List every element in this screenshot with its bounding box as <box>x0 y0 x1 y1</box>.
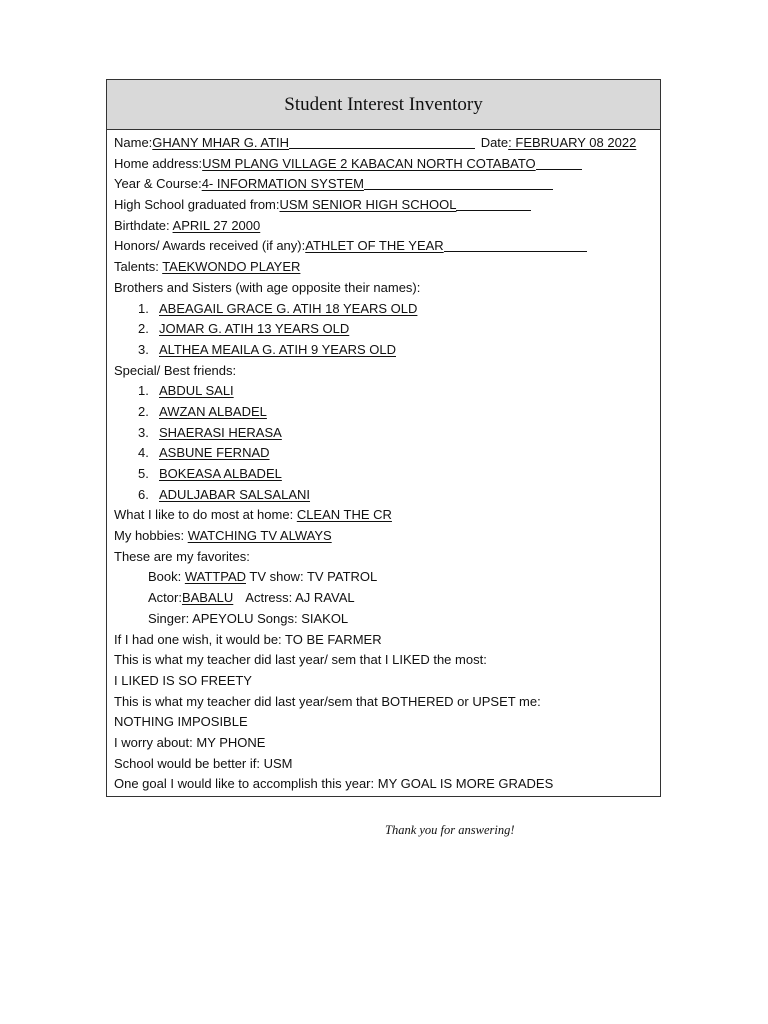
book-value: WATTPAD <box>184 569 246 585</box>
friend-name: AWZAN ALBADEL <box>159 403 267 419</box>
liked-answer: I LIKED IS SO FREETY <box>114 672 252 688</box>
favorites-label: These are my favorites: <box>114 548 250 564</box>
friend-name: ABDUL SALI <box>159 383 234 399</box>
hobbies-row <box>114 526 654 547</box>
friend-name: ASBUNE FERNAD <box>159 445 270 461</box>
form-body <box>107 130 660 795</box>
honors-value: ATHLET OF THE YEAR <box>305 238 444 254</box>
name-value: GHANY MHAR G. ATIH <box>152 135 290 150</box>
list-number: 1. <box>138 300 149 316</box>
list-number: 6. <box>138 486 149 502</box>
bothered-answer: NOTHING IMPOSIBLE <box>114 714 248 730</box>
high-school-row <box>114 195 654 216</box>
hobbies-label: My hobbies: <box>114 528 188 544</box>
friends-label: Special/ Best friends: <box>114 362 237 378</box>
list-item <box>114 423 654 444</box>
address-value: USM PLANG VILLAGE 2 KABACAN NORTH COTABATO <box>202 155 536 171</box>
home-activity-value: CLEAN THE CR <box>296 507 392 523</box>
talents-row <box>114 257 654 278</box>
form-header <box>107 80 660 130</box>
list-item <box>114 443 654 464</box>
honors-row <box>114 236 654 257</box>
wish-row: If I had one wish, it would be: TO BE FARMER <box>114 631 382 647</box>
sibling-name: ALTHEA MEAILA G. ATIH 9 YEARS OLD <box>159 341 396 357</box>
favorites-singer-row: Singer: APEYOLU Songs: SIAKOL <box>148 610 349 626</box>
friend-name: ADULJABAR SALSALANI <box>159 486 311 502</box>
favorites-actor-row <box>114 588 654 609</box>
high-school-value: USM SENIOR HIGH SCHOOL <box>279 197 457 213</box>
date-value: : FEBRUARY 08 2022 <box>508 135 637 150</box>
year-course-value: 4- INFORMATION SYSTEM <box>201 176 364 192</box>
hobbies-value: WATCHING TV ALWAYS <box>187 528 332 544</box>
actor-value: BABALU <box>181 590 234 606</box>
favorites-book-row <box>114 567 654 588</box>
actress: Actress: AJ RAVAL <box>245 590 355 606</box>
year-course-blank <box>364 176 553 190</box>
home-activity-row <box>114 505 654 526</box>
worry-row: I worry about: MY PHONE <box>114 734 266 750</box>
name-label: Name: <box>114 135 153 150</box>
year-course-label: Year & Course: <box>114 176 202 192</box>
address-blank <box>536 156 582 170</box>
goal-row: One goal I would like to accomplish this year: MY GOAL IS MORE GRADES <box>114 776 554 792</box>
address-row <box>114 154 654 175</box>
sibling-name: ABEAGAIL GRACE G. ATIH 18 YEARS OLD <box>159 300 418 316</box>
list-number: 2. <box>138 403 149 419</box>
talents-value: TAEKWONDO PLAYER <box>162 259 301 275</box>
actor-label: Actor: <box>148 590 182 606</box>
list-item <box>114 485 654 506</box>
book-label: Book: <box>148 569 185 585</box>
list-item <box>114 299 654 320</box>
friend-name: SHAERASI HERASA <box>159 424 282 440</box>
high-school-label: High School graduated from: <box>114 197 280 213</box>
birthdate-label: Birthdate: <box>114 217 173 233</box>
thank-you-note: Thank you for answering! <box>385 823 515 837</box>
address-label: Home address: <box>114 155 203 171</box>
high-school-blank <box>456 197 531 211</box>
list-number: 1. <box>138 383 149 399</box>
list-number: 3. <box>138 424 149 440</box>
birthdate-value: APRIL 27 2000 <box>172 217 261 233</box>
date-label: Date <box>480 135 509 150</box>
form-title: Student Interest Inventory <box>284 93 483 115</box>
list-item <box>114 381 654 402</box>
honors-blank <box>444 238 587 252</box>
honors-label: Honors/ Awards received (if any): <box>114 238 306 254</box>
list-item <box>114 319 654 340</box>
liked-question: This is what my teacher did last year/ sem that I LIKED the most: <box>114 652 487 668</box>
siblings-label: Brothers and Sisters (with age opposite their names): <box>114 279 421 295</box>
talents-label: Talents: <box>114 259 163 275</box>
year-course-row <box>114 174 654 195</box>
home-activity-label: What I like to do most at home: <box>114 507 297 523</box>
list-item <box>114 402 654 423</box>
list-number: 4. <box>138 445 149 461</box>
name-row <box>114 133 654 154</box>
name-blank <box>289 135 475 149</box>
friend-name: BOKEASA ALBADEL <box>159 466 282 481</box>
list-item <box>114 464 654 485</box>
birthdate-row <box>114 216 654 237</box>
bothered-question: This is what my teacher did last year/sem that BOTHERED or UPSET me: <box>114 693 541 709</box>
tv-show: TV show: TV PATROL <box>246 569 378 585</box>
school-row: School would be better if: USM <box>114 755 293 771</box>
sibling-name: JOMAR G. ATIH 13 YEARS OLD <box>159 321 350 337</box>
list-number: 5. <box>138 466 149 481</box>
list-number: 2. <box>138 321 149 337</box>
inventory-form <box>106 79 661 797</box>
list-item <box>114 340 654 361</box>
list-number: 3. <box>138 341 149 357</box>
